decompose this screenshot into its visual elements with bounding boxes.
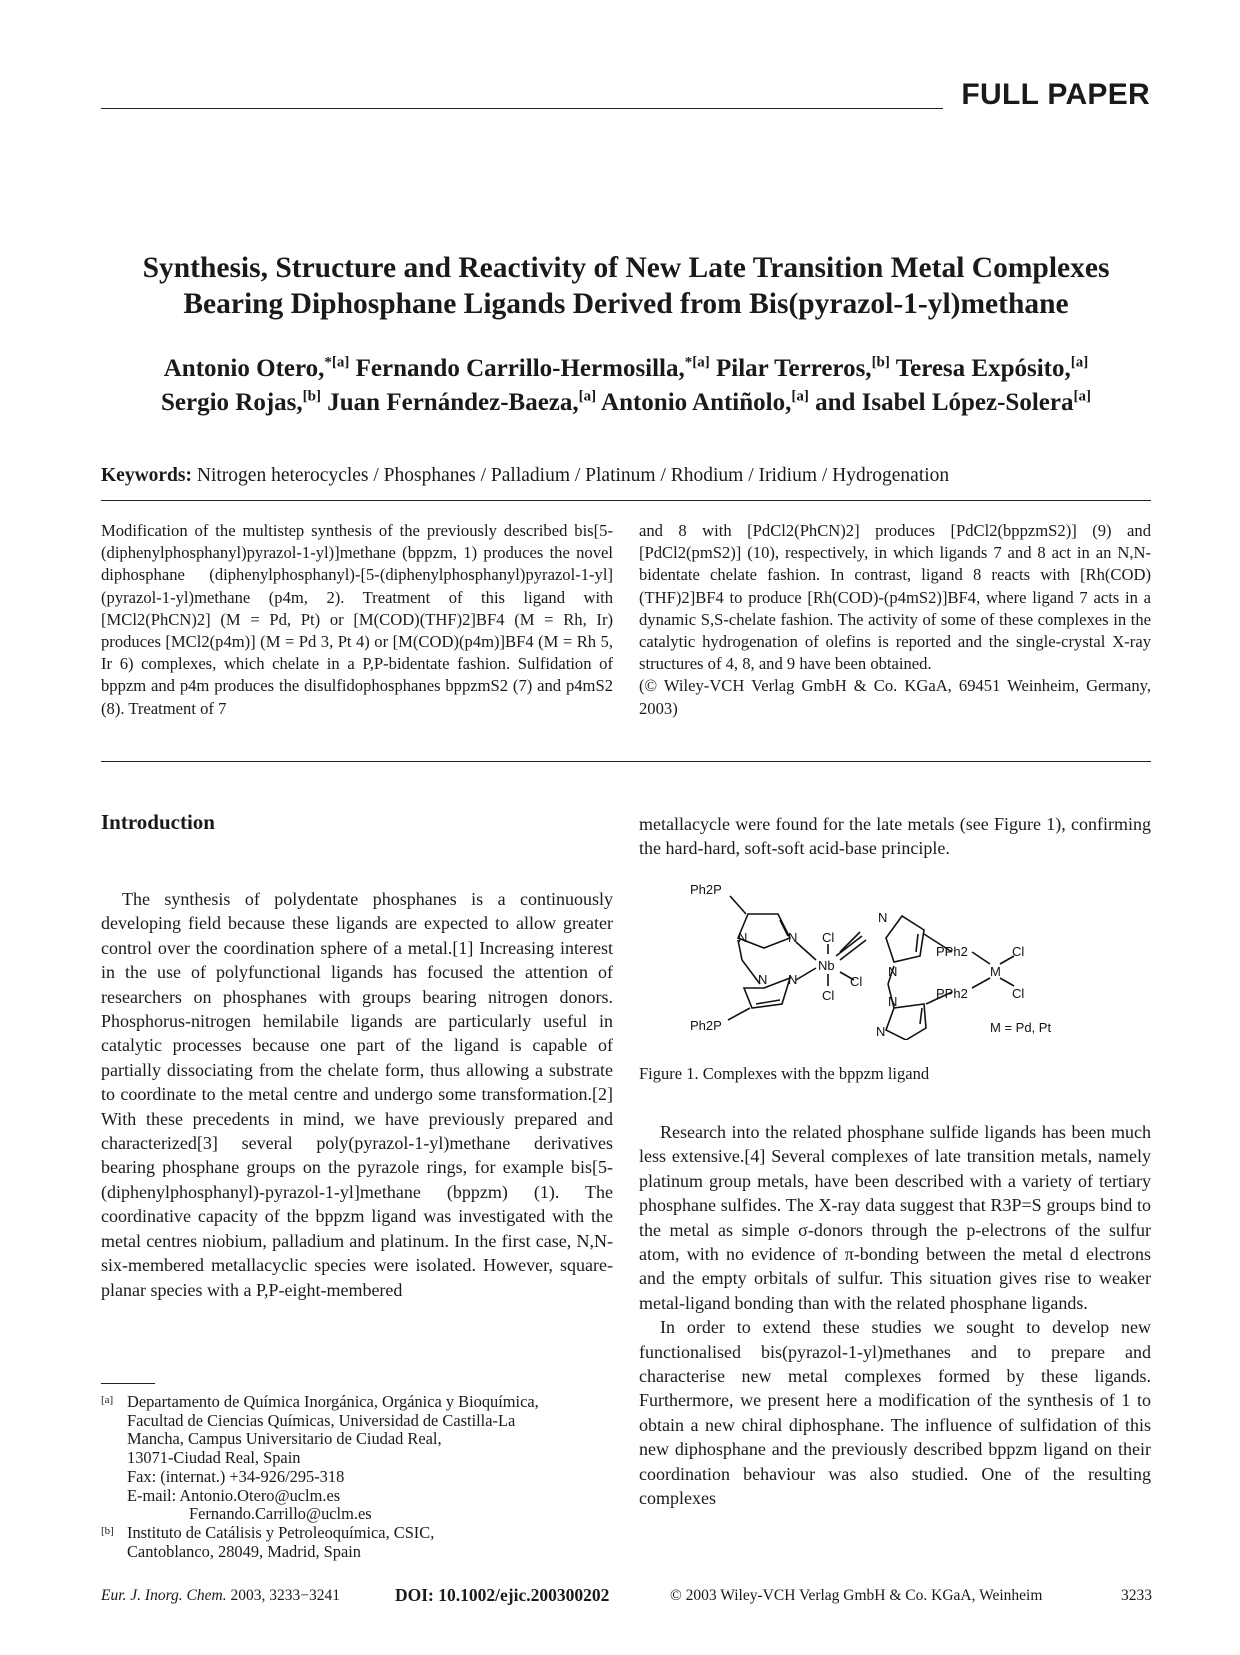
n-label: N xyxy=(788,972,798,987)
affiliation-marker: [a] xyxy=(101,1394,114,1406)
affiliation-b xyxy=(101,1524,613,1561)
pyrazole-ring xyxy=(886,916,924,962)
affiliation-line: Facultad de Ciencias Químicas, Universidad de Castilla-La xyxy=(127,1410,516,1430)
cl-label: Cl xyxy=(850,974,863,989)
body-paragraph: The synthesis of polydentate phosphanes is a continuously developing field because these ligands are expected to allow greater control over the coordination sphere of a metal.[1] Increasing interest in the use of polyfunctional ligands has focused the attention of researchers on phosphanes with groups bearing nitrogen donors. Phosphorus-nitrogen hemilabile ligands are particularly useful in catalytic processes because one part of the ligand is capable of partially dissociating from the chelate form, thus allowing a substrate to coordinate to the metal centre and undergo some transformation.[2] With these precedents in mind, we have previously prepared and characterized[3] several poly(pyrazol-1-yl)methane derivatives bearing phosphane groups on the pyrazole rings, for example bis[5-(diphenylphosphanyl)-pyrazol-1-yl]methane (bppzm) (1). The coordinative capacity of the bppzm ligand was investigated with the metal centres niobium, palladium and platinum. In the first case, N,N-six-membered metallacyclic species were isolated. However, square-planar species with a P,P-eight-membered xyxy=(101,889,613,1300)
n-label: N xyxy=(788,930,798,945)
header-rule xyxy=(101,108,943,109)
author-name: Teresa Expósito, xyxy=(895,355,1071,382)
author-affiliation: [a] xyxy=(1073,388,1091,405)
abstract-text-right: and 8 with [PdCl2(PhCN)2] produces [PdCl2(bppzmS2)] (9) and [PdCl2(pmS2)] (10), respectively, in which ligands 7 and 8 act in an N,N-bidentate chelate fashion. In contrast, ligand 8 reacts with [Rh(COD)(THF)2]BF4 to produce [Rh(COD)-(p4mS2)]BF4, where ligand 7 acts in a dynamic S,S-chelate fashion. The activity of some of these complexes in the catalytic hydrogenation of olefins is reported and the single-crystal X-ray structures of 4, 8, and 9 have been obtained. xyxy=(639,521,1151,674)
ph2p-label: Ph2P xyxy=(690,882,722,897)
cl-label: Cl xyxy=(1012,986,1025,1001)
page-number: 3233 xyxy=(1121,1587,1152,1604)
introduction-heading: Introduction xyxy=(101,810,215,834)
author-affiliation: [a] xyxy=(791,388,809,405)
affiliation-line: Departamento de Química Inorgánica, Orgánica y Bioquímica, xyxy=(127,1392,539,1411)
figure-1-structures xyxy=(690,880,1090,1040)
ph2p-label: Ph2P xyxy=(690,1018,722,1033)
figure-caption: Figure 1. Complexes with the bppzm ligand xyxy=(639,1064,930,1083)
author-name: Antonio Otero, xyxy=(163,355,325,382)
author-name: Sergio Rojas, xyxy=(161,389,303,416)
cl-label: Cl xyxy=(1012,944,1025,959)
affiliations xyxy=(101,1393,613,1561)
author-affiliation: [a] xyxy=(1070,354,1089,371)
n-label: N xyxy=(876,1024,886,1039)
keywords xyxy=(101,465,1151,487)
affiliation-line: Cantoblanco, 28049, Madrid, Spain xyxy=(127,1541,361,1561)
author-name: Pilar Terreros, xyxy=(716,355,872,382)
author-line-1 xyxy=(101,352,1151,386)
author-affiliation: [b] xyxy=(871,354,890,371)
body-paragraph: In order to extend these studies we sought to develop new functionalised bis(pyrazol-1-yl)methanes and to prepare and characterise new metal complexes formed by these ligands. Furthermore, we present here a modification of the synthesis of 1 to obtain a new chiral diphosphane. The influence of sulfidation of this new diphosphane and the previously described bppzm ligand on their coordination behaviour was also studied. One of the resulting complexes xyxy=(639,1317,1151,1509)
email-line: E-mail: Antonio.Otero@uclm.es xyxy=(127,1485,341,1505)
footer-copyright: © 2003 Wiley-VCH Verlag GmbH & Co. KGaA, Weinheim xyxy=(670,1587,1043,1604)
abstract-text-left: Modification of the multistep synthesis of the previously described bis[5-(diphenylphosphanyl)pyrazol-1-yl)]methane (bppzm, 1) produces the novel diphosphane (diphenylphosphanyl)-[5-(diphenylphosphanyl)pyrazol-1-yl](pyrazol-1-yl)methane (p4m, 2). Treatment of this ligand with [MCl2(PhCN)2] (M = Pd, Pt) or [M(COD)(THF)2]BF4 (M = Rh, Ir) produces [MCl2(p4m)] (M = Pd 3, Pt 4) or [M(COD)(p4m)]BF4 (M = Rh 5, Ir 6) complexes, which chelate in a P,P-bidentate fashion. Sulfidation of bppzm and p4m produces the disulfidophosphanes bppzmS2 (7) and p4mS2 (8). Treatment of 7 xyxy=(101,521,613,718)
pph2-label: PPh2 xyxy=(936,944,968,959)
author-affiliation: [b] xyxy=(302,388,322,405)
abstract-copyright: (© Wiley-VCH Verlag GmbH & Co. KGaA, 69451 Weinheim, Germany, 2003) xyxy=(639,676,1151,718)
cl-label: Cl xyxy=(822,930,835,945)
year-pages: 2003, 3233−3241 xyxy=(230,1587,340,1604)
author-affiliation: *[a] xyxy=(324,354,350,371)
footnote-rule xyxy=(101,1383,155,1384)
abstract-left-column xyxy=(101,520,613,720)
author-name: Juan Fernández-Baeza, xyxy=(327,389,579,416)
introduction-right-top xyxy=(639,812,1151,861)
affiliation-line: Mancha, Campus Universitario de Ciudad Real, xyxy=(127,1429,442,1449)
keywords-text: Nitrogen heterocycles / Phosphanes / Palladium / Platinum / Rhodium / Iridium / Hydrogenation xyxy=(196,465,950,486)
n-label: N xyxy=(888,964,898,979)
n-label: N xyxy=(758,972,768,987)
title-line-1: Synthesis, Structure and Reactivity of New Late Transition Metal Complexes xyxy=(142,252,1110,284)
author-name: Antonio Antiñolo, xyxy=(601,389,792,416)
author-affiliation: *[a] xyxy=(684,354,710,371)
keywords-label: Keywords: xyxy=(101,465,192,486)
introduction-right-bottom xyxy=(639,1120,1151,1511)
author-name: Fernando Carrillo-Hermosilla, xyxy=(355,355,685,382)
author-affiliation: [a] xyxy=(578,388,597,405)
author-line-2 xyxy=(101,386,1151,420)
cl-label: Cl xyxy=(822,988,835,1003)
affiliation-line: 13071-Ciudad Real, Spain xyxy=(127,1448,301,1468)
m-label: M xyxy=(990,964,1001,979)
affiliation-line: Fax: (internat.) +34-926/295-318 xyxy=(127,1466,345,1486)
introduction-left-column xyxy=(101,887,613,1302)
pph2-label: PPh2 xyxy=(936,986,968,1001)
metals-label: M = Pd, Pt xyxy=(990,1020,1052,1035)
n-label: N xyxy=(888,994,898,1009)
nb-label: Nb xyxy=(818,958,835,973)
affiliation-marker: [b] xyxy=(101,1524,114,1537)
footer-citation xyxy=(101,1587,340,1605)
n-label: N xyxy=(738,930,748,945)
article-title xyxy=(101,250,1151,322)
abstract-right-column xyxy=(639,520,1151,720)
keywords-rule xyxy=(101,500,1151,501)
affiliation-line: Instituto de Catálisis y Petroleoquímica, CSIC, xyxy=(127,1522,435,1542)
title-line-2: Bearing Diphosphane Ligands Derived from Bis(pyrazol-1-yl)methane xyxy=(183,288,1069,320)
affiliation-a xyxy=(101,1393,613,1524)
email-line: Fernando.Carrillo@uclm.es xyxy=(189,1504,372,1524)
author-name: and Isabel López-Solera xyxy=(815,389,1074,416)
doi: DOI: 10.1002/ejic.200300202 xyxy=(395,1585,610,1605)
journal-name: Eur. J. Inorg. Chem. xyxy=(101,1587,227,1604)
n-label: N xyxy=(878,910,888,925)
section-label: FULL PAPER xyxy=(961,78,1150,111)
abstract-rule xyxy=(101,761,1151,762)
author-list xyxy=(101,352,1151,420)
body-paragraph: Research into the related phosphane sulfide ligands has been much less extensive.[4] Several complexes of late transition metals, namely platinum group metals, have been described with a variety of tertiary phosphane sulfides. The X-ray data suggest that R3P=S groups bind to the metal as simple σ-donors through the p-electrons of the sulfur atom, with no evidence of π-bonding between the metal d electrons and the empty orbitals of sulfur. This situation gives rise to weaker metal-ligand bonding than with the related phosphane ligands. xyxy=(639,1122,1151,1313)
body-paragraph: metallacycle were found for the late metals (see Figure 1), confirming the hard-hard, soft-soft acid-base principle. xyxy=(639,814,1151,859)
